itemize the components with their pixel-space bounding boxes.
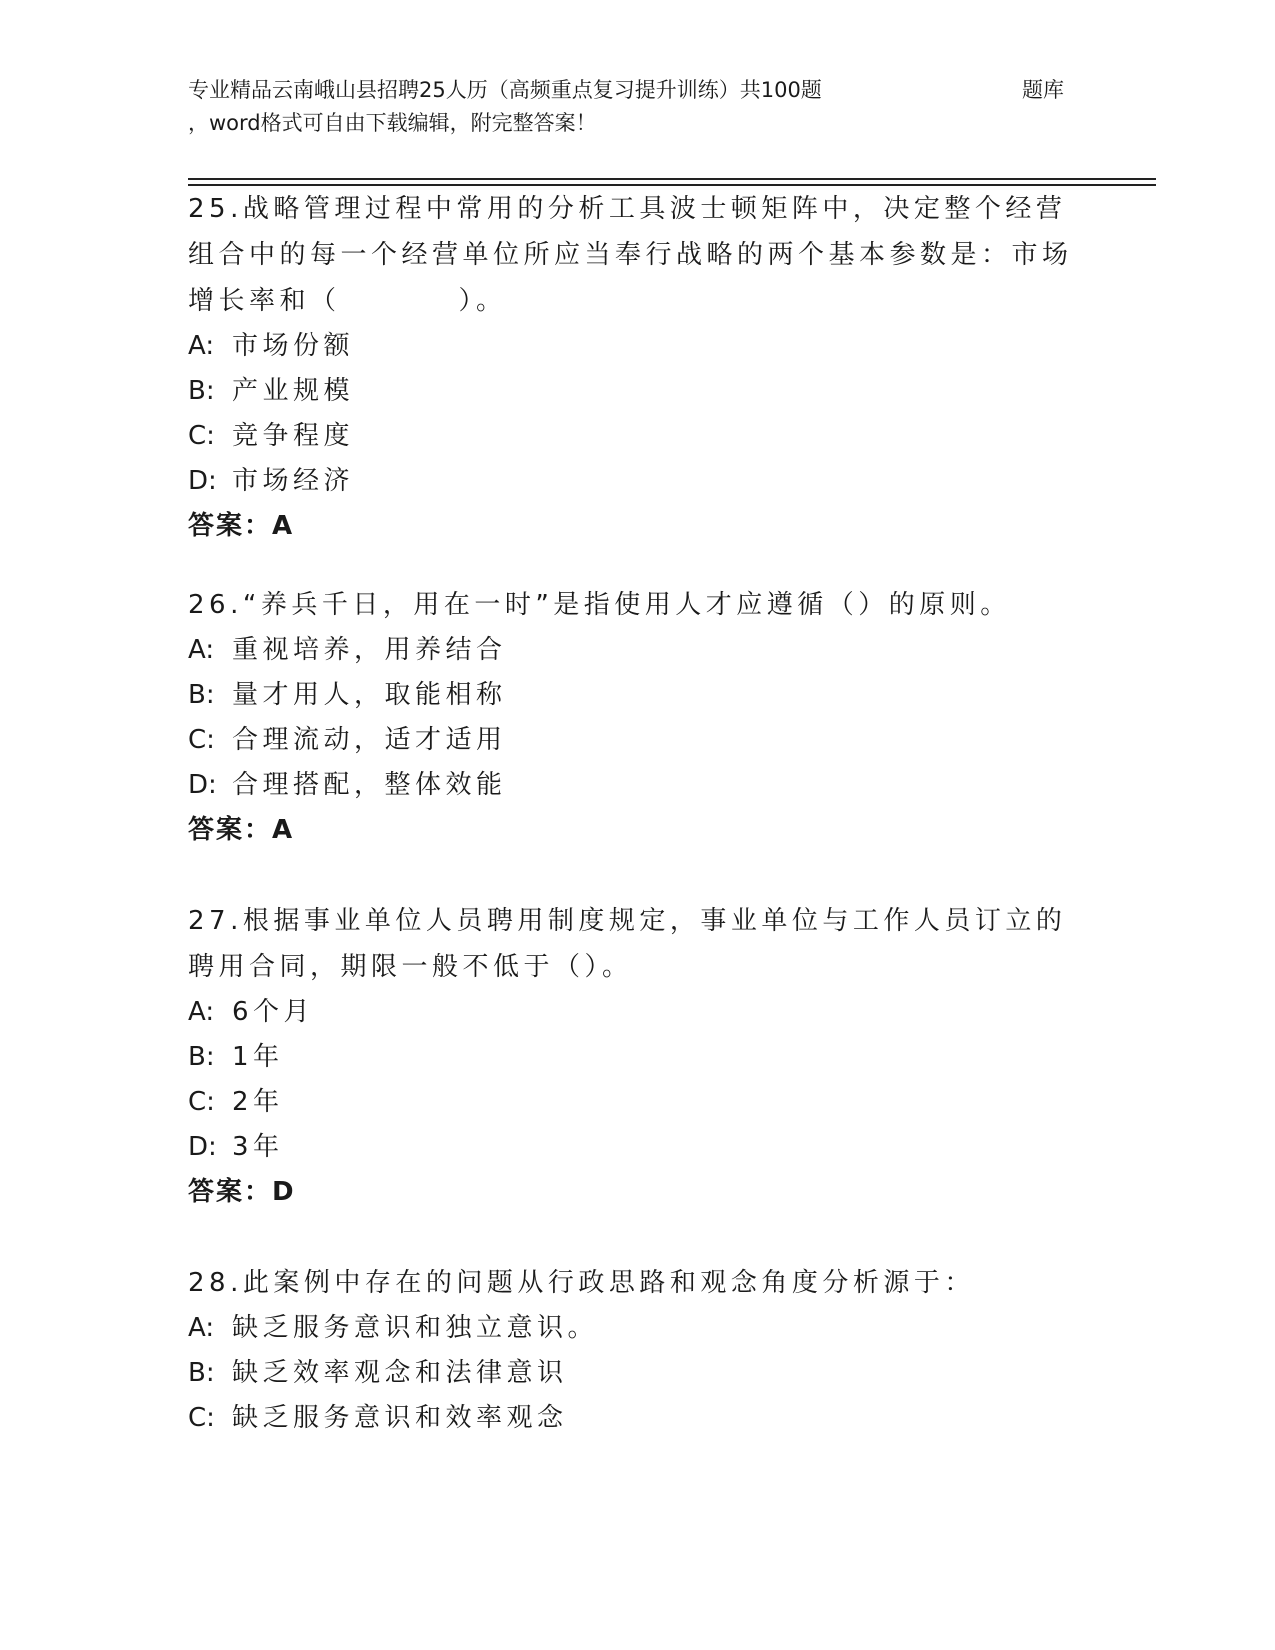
option-d: [188, 763, 1088, 808]
option-text: 缺乏服务意识和独立意识。: [232, 1313, 599, 1343]
answer-line: [188, 808, 1088, 853]
answer-line: [188, 1170, 1088, 1215]
option-b: [188, 1351, 1088, 1396]
option-key: C:: [188, 421, 215, 451]
option-key: B:: [188, 1042, 215, 1072]
header-rule-thick: [188, 178, 1156, 180]
question-stem: 28.此案例中存在的问题从行政思路和观念角度分析源于：: [188, 1268, 975, 1298]
answer-value: D: [272, 1177, 296, 1207]
answer-value: A: [272, 511, 295, 541]
option-text: 1年: [232, 1042, 284, 1072]
header-subtitle: ，word格式可自由下载编辑，附完整答案！: [188, 111, 597, 135]
option-key: C:: [188, 725, 215, 755]
option-b: [188, 1035, 1088, 1080]
option-key: D:: [188, 770, 217, 800]
option-text: 量才用人，取能相称: [232, 680, 507, 710]
option-text: 市场经济: [232, 466, 355, 496]
option-b: [188, 673, 1088, 718]
question-stem: [188, 186, 1088, 324]
option-text: 市场份额: [232, 331, 355, 361]
option-text: 3年: [232, 1132, 284, 1162]
option-text: 竞争程度: [232, 421, 355, 451]
option-text: 6个月: [232, 997, 315, 1027]
answer-label: 答案：: [188, 511, 273, 541]
header-title: 专业精品云南峨山县招聘25人历（高频重点复习提升训练）共100题: [188, 78, 822, 102]
option-key: A:: [188, 331, 215, 361]
question-stem: 27.根据事业单位人员聘用制度规定，事业单位与工作人员订立的聘用合同，期限一般不低于（）。: [188, 906, 1067, 982]
option-text: 重视培养，用养结合: [232, 635, 507, 665]
option-c: [188, 718, 1088, 763]
option-key: B:: [188, 1358, 215, 1388]
option-text: 缺乏效率观念和法律意识: [232, 1358, 568, 1388]
option-key: A:: [188, 997, 215, 1027]
option-a: [188, 324, 1088, 369]
option-key: C:: [188, 1403, 215, 1433]
option-key: A:: [188, 1313, 215, 1343]
answer-value: A: [272, 815, 295, 845]
answer-label: 答案：: [188, 815, 273, 845]
option-text: 产业规模: [232, 376, 355, 406]
question-26: [188, 582, 1088, 853]
answer-label: 答案：: [188, 1177, 273, 1207]
option-c: [188, 1080, 1088, 1125]
option-a: [188, 1306, 1088, 1351]
option-key: A:: [188, 635, 215, 665]
option-d: [188, 459, 1088, 504]
header-tag: 题库: [1022, 78, 1064, 102]
option-b: [188, 369, 1088, 414]
question-27: [188, 898, 1088, 1215]
option-key: B:: [188, 680, 215, 710]
option-text: 2年: [232, 1087, 284, 1117]
option-text: 合理搭配，整体效能: [232, 770, 507, 800]
option-key: D:: [188, 466, 217, 496]
option-key: B:: [188, 376, 215, 406]
option-text: 缺乏服务意识和效率观念: [232, 1403, 568, 1433]
question-25: [188, 186, 1088, 549]
option-d: [188, 1125, 1088, 1170]
question-stem: 26.“养兵千日，用在一时”是指使用人才应遵循（）的原则。: [188, 590, 1011, 620]
question-28: [188, 1260, 1088, 1441]
answer-line: [188, 504, 1088, 549]
stem-text-after-blank: ）。: [458, 286, 507, 316]
option-a: [188, 990, 1088, 1035]
option-key: C:: [188, 1087, 215, 1117]
option-c: [188, 1396, 1088, 1441]
option-text: 合理流动，适才适用: [232, 725, 507, 755]
stem-text-before-blank: 25.战略管理过程中常用的分析工具波士顿矩阵中，决定整个经营组合中的每一个经营单位所应当奉行战略的两个基本参数是：市场增长率和（: [188, 194, 1073, 316]
document-header: [188, 74, 1088, 140]
option-c: [188, 414, 1088, 459]
header-line-1: [188, 74, 1088, 107]
option-a: [188, 628, 1088, 673]
option-key: D:: [188, 1132, 217, 1162]
